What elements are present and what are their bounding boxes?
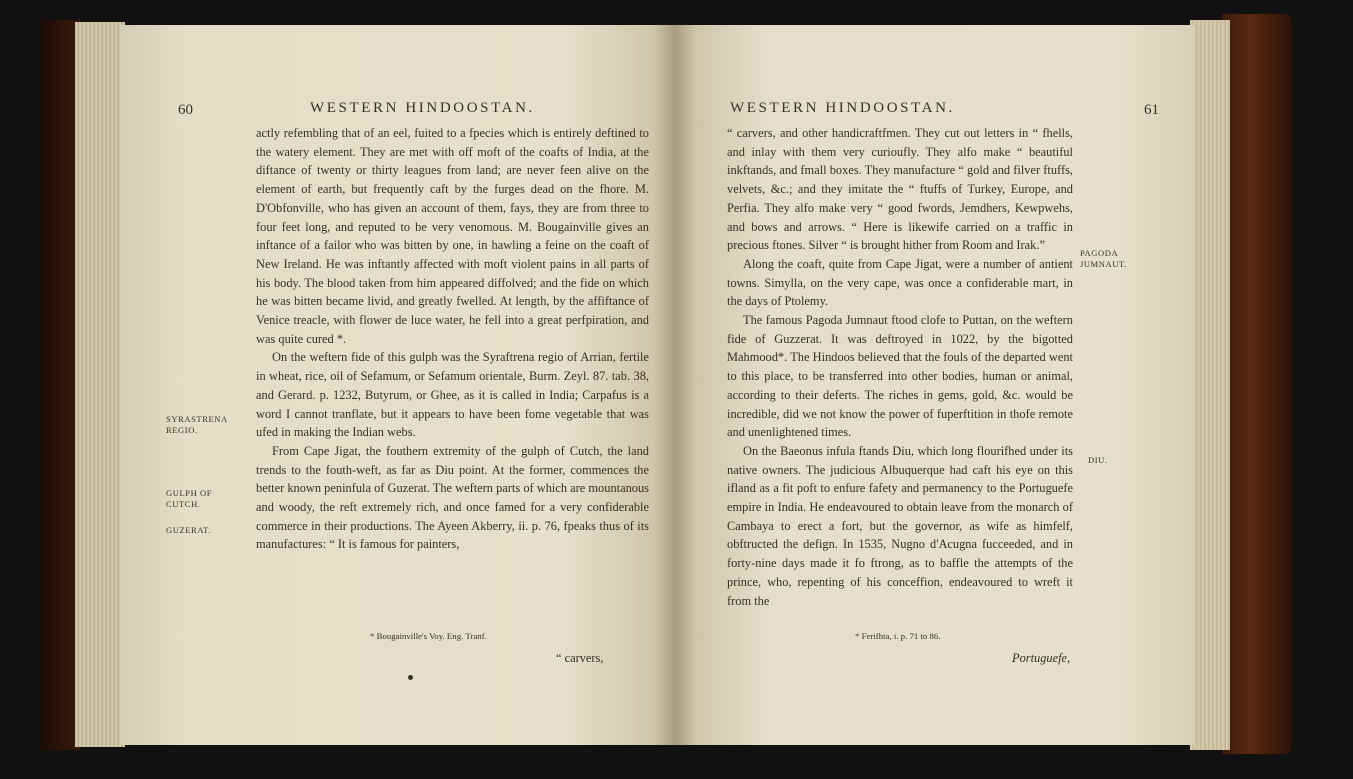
right-paragraph-2: Along the coaft, quite from Cape Jigat, were a number of antient towns. Simylla, on the very cape, was once a confiderable mart, in the days of Ptolemy. <box>727 256 1073 309</box>
margin-note-pagoda-jumnaut: PAGODA JUMNAUT. <box>1080 248 1127 269</box>
page-edges-left <box>75 22 125 747</box>
left-page-number: 60 <box>178 102 193 118</box>
book-cover-left <box>40 20 80 750</box>
left-body-text <box>256 124 649 554</box>
margin-note-diu: DIU. <box>1088 455 1108 465</box>
left-paragraph-3: From Cape Jigat, the fouthern extremity of the gulph of Cutch, the land trends to the fouth-weft, as far as Diu point. At the former, commences the better known peninfula of Guzerat. The weftern parts of which are mountanous and woody, the reft extremely rich, and once famed for a very confiderable commerce in their productions. The Ayeen Akberry, ii. p. 76, fpeaks thus of its manufactures: “ It is famous for painters, <box>256 443 649 552</box>
right-body-text <box>727 124 1073 610</box>
right-paragraph-3: The famous Pagoda Jumnaut ftood clofe to Puttan, on the weftern fide of Guzzerat. It was deftroyed in 1022, by the bigotted Mahmood*. The Hindoos believed that the fouls of the departed went to this place, to be transferred into other bodies, human or animal, according to their deferts. The riches in gems, gold, &c. would be incredible, did we not know the power of fuperftition in thofe remote and unenlightened times. <box>727 313 1073 440</box>
ink-spot <box>408 675 413 680</box>
margin-note-guzerat: GUZERAT. <box>166 525 212 535</box>
left-footnote: * Bougainville's Voy. Eng. Tranf. <box>370 631 487 641</box>
right-paragraph-4: On the Baeonus infula ftands Diu, which long flourifhed under its native owners. The judicious Albuquerque had caft his eye on this ifland as a fit poft to enfure fafety and permanency to the Portuguefe empire in India. He endeavoured to obtain leave from the monarch of Cambaya to erect a fort, but the governor, as wife as himfelf, obftructed the defign. In 1535, Nugno d'Acugna fucceeded, and in forty-nine days made it fo ftrong, as to baffle the attempts of the prince, who, repenting of his conceffion, endeavoured to wreft it from the <box>727 443 1073 608</box>
right-running-head: WESTERN HINDOOSTAN. <box>730 100 955 116</box>
book-cover-right <box>1222 14 1292 754</box>
left-paragraph-1: actly refembling that of an eel, fuited to a fpecies which is entirely deftined to the watery element. They are met with off moft of the coafts of India, at the diftance of twenty or thirty leagues from land; are never feen alive on the element of earth, but frequently caft by the furges dead on the fhore. M. D'Obfonville, who has given an account of them, fays, they are from three to four feet long, and reputed to be very venomous. M. Bougainville gives an inftance of a failor who was bitten by one, in hawling a feine on the coaft of New Ireland. He was inftantly affected with moft violent pains in all parts of his body. The blood taken from him appeared diffolved; and the fide on which he was bitten became livid, and greatly fwelled. At length, by the affiftance of Venice treacle, with flower de luce water, he fell into a great perfpiration, and was quite cured *. <box>256 126 649 346</box>
right-footnote: * Ferifhta, i. p. 71 to 86. <box>855 631 941 641</box>
left-paragraph-2: On the weftern fide of this gulph was the Syraftrena regio of Arrian, fertile in wheat, rice, oil of Sefamum, or Sefamum orientale, Burm. Zeyl. 87. tab. 38, and Gerard. p. 1232, Butyrum, or Ghee, as it is called in India; Carpafus is a word I cannot tranflate, but it appears to have been fome vegetable that was ufed in making the Indian webs. <box>256 350 649 440</box>
left-running-head: WESTERN HINDOOSTAN. <box>310 100 535 116</box>
right-page-number: 61 <box>1144 102 1159 118</box>
margin-note-gulph-cutch: GULPH OF CUTCH. <box>166 488 213 509</box>
page-edges-right <box>1190 20 1230 750</box>
margin-note-syrastrena: SYRASTRENA REGIO. <box>166 414 228 435</box>
left-catchword: “ carvers, <box>556 651 604 665</box>
right-catchword: Portuguefe, <box>1012 651 1071 665</box>
right-paragraph-1: “ carvers, and other handicraftfmen. They cut out letters in “ fhells, and inlay with them very curioufly. They alfo make “ beautiful inkftands, and fmall boxes. They manufacture “ gold and filver ftuffs, velvets, &c.; and they imitate the “ ftuffs of Turkey, Europe, and Perfia. They alfo make very “ good fwords, Jemdhers, Kewpwehs, and bows and arrows. “ Here is likewife carried on a traffic in precious ftones. Silver “ is brought hither from Room and Irak.” <box>727 126 1073 253</box>
